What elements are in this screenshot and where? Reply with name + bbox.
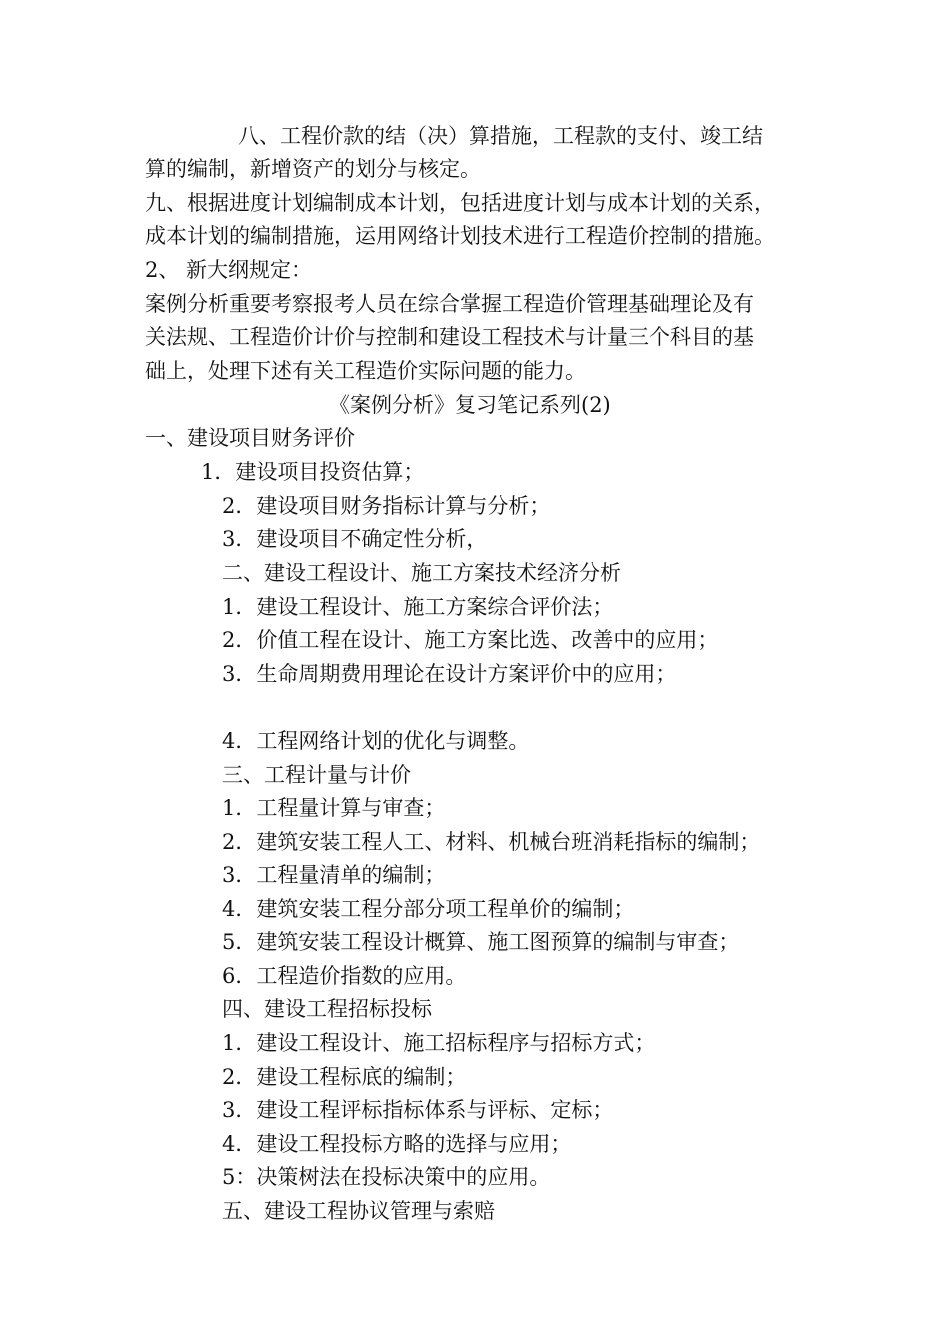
- notes-series-title: 《案例分析》复习笔记系列(2): [329, 393, 611, 417]
- part-3-item-6: 6．工程造价指数的应用。: [222, 964, 467, 988]
- part-4-item-5: 5：决策树法在投标决策中的应用。: [222, 1165, 551, 1189]
- part-3-item-2: 2．建筑安装工程人工、材料、机械台班消耗指标的编制；: [222, 830, 761, 854]
- part-3-heading: 三、工程计量与计价: [222, 763, 411, 787]
- part-3-item-1: 1．工程量计算与审查；: [222, 796, 446, 820]
- syllabus-paragraph-line-3: 础上，处理下述有关工程造价实际问题的能力。: [145, 359, 586, 383]
- syllabus-paragraph-line-2: 关法规、工程造价计价与控制和建设工程技术与计量三个科目的基: [145, 325, 754, 349]
- part-4-item-4: 4．建设工程投标方略的选择与应用；: [222, 1132, 572, 1156]
- part-2-heading: 二、建设工程设计、施工方案技术经济分析: [222, 561, 621, 585]
- part-2-item-1: 1．建设工程设计、施工方案综合评价法；: [222, 595, 614, 619]
- part-4-item-3: 3．建设工程评标指标体系与评标、定标；: [222, 1098, 614, 1122]
- part-3-item-3: 3．工程量清单的编制；: [222, 863, 446, 887]
- part-4-heading: 四、建设工程招标投标: [222, 997, 432, 1021]
- part-5-heading: 五、建设工程协议管理与索赔: [222, 1199, 495, 1223]
- part-3-item-5: 5．建筑安装工程设计概算、施工图预算的编制与审查；: [222, 930, 740, 954]
- syllabus-paragraph-line-1: 案例分析重要考察报考人员在综合掌握工程造价管理基础理论及有: [145, 292, 754, 316]
- part-1-item-2: 2．建设项目财务指标计算与分析；: [222, 494, 551, 518]
- part-1-item-3: 3．建设项目不确定性分析，: [222, 527, 488, 551]
- new-syllabus-heading: 2、 新大纲规定：: [145, 258, 313, 282]
- part-1-item-1: 1．建设项目投资估算；: [201, 460, 425, 484]
- part-2-item-3: 3．生命周期费用理论在设计方案评价中的应用；: [222, 662, 677, 686]
- part-2-item-4: 4．工程网络计划的优化与调整。: [222, 729, 530, 753]
- section-9-line-1: 九、根据进度计划编制成本计划，包括进度计划与成本计划的关系，: [145, 191, 775, 215]
- section-8-line-1: 八、工程价款的结（决）算措施，工程款的支付、竣工结: [238, 124, 763, 148]
- part-4-item-2: 2．建设工程标底的编制；: [222, 1065, 467, 1089]
- part-1-heading: 一、建设项目财务评价: [145, 426, 355, 450]
- part-3-item-4: 4．建筑安装工程分部分项工程单价的编制；: [222, 897, 635, 921]
- section-9-line-2: 成本计划的编制措施，运用网络计划技术进行工程造价控制的措施。: [145, 224, 775, 248]
- part-2-item-2: 2．价值工程在设计、施工方案比选、改善中的应用；: [222, 628, 719, 652]
- section-8-line-2: 算的编制，新增资产的划分与核定。: [145, 157, 481, 181]
- part-4-item-1: 1．建设工程设计、施工招标程序与招标方式；: [222, 1031, 656, 1055]
